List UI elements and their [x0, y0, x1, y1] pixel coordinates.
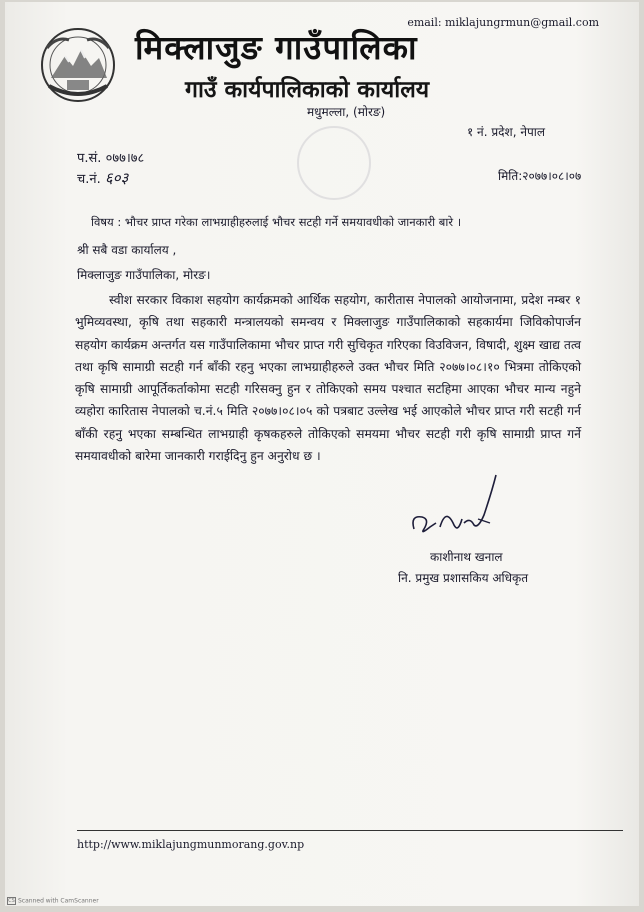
footer-divider: [77, 830, 623, 831]
patra-sankhya-row: [77, 148, 144, 166]
office-name-heading: गाउँ कार्यपालिकाको कार्यालय: [185, 77, 430, 103]
letter-body: [75, 289, 581, 467]
nepal-emblem-logo-icon: [37, 26, 119, 104]
signatory-name: काशीनाथ खनाल: [430, 550, 503, 564]
handwritten-signature-icon: [400, 467, 510, 547]
org-name-heading: मिक्लाजुङ गाउँपालिका: [135, 28, 418, 67]
office-address: मधुमल्ला, (मोरङ): [307, 105, 386, 119]
body-paragraph: स्वीश सरकार विकाश सहयोग कार्यक्रमको आर्थिक सहयोग, कारीतास नेपालको आयोजनामा, प्रदेश नम्बर १ भुमिव्यवस्था, कृषि तथा सहकारी मन्त्रालयको समन्वय र मिक्लाजुङ गाउँपालिकाको सहकार्यमा जिविकोपार्जन सहयोग कार्यक्रम अन्तर्गत यस गाउँपालिकामा भौचर प्राप्त गरी सुचिकृत गरिएका विउविजन, विषादी, शुक्ष्म खाद्य तत्व तथा कृषि सामाग्री सटही गर्न बाँकी रहनु भएका लाभग्राहीहरुले उक्त भौचर मिति २०७७।०८।१० भित्रमा तोकिएको कृषि सामाग्री आपूर्तिकर्ताकोमा सटही गरिसक्नु हुन र तोकिएको समय पश्चात सटहिमा आएका भौचर मान्य नहुने व्यहोरा कारितास नेपालको च.नं.५ मिति २०७७।०८।०५ को पत्रबाट उल्लेख भई आएकोले भौचर प्राप्त गरी सटही गर्न बाँकी रहनु भएका सम्बन्धित लाभग्राही कृषकहरुले तोकिएको समयमा भौचर सटही गरी कृषि सामाग्री प्राप्त गर्ने समयावधीको बारेमा जानकारी गराईदिनु हुन अनुरोध छ ।: [75, 293, 581, 464]
recipient-line-1: श्री सबै वडा कार्यालय ,: [77, 243, 177, 257]
signatory-title: नि. प्रमुख प्रशासकिय अधिकृत: [398, 571, 529, 585]
camscanner-watermark: [7, 897, 99, 905]
letter-page: [5, 2, 639, 906]
chalani-row: [77, 168, 128, 188]
camscanner-badge-icon: CS: [8, 898, 15, 904]
patra-sankhya-value: ०७७।७८: [105, 151, 145, 166]
letter-date: मिति:२०७७।०८।०७: [498, 169, 582, 183]
letter-subject: विषय : भौचर प्राप्त गरेका लाभग्राहीहरुलाई भौचर सटही गर्ने समयावधीको जानकारी बारे ।: [91, 215, 462, 229]
recipient-line-2: मिक्लाजुङ गाउँपालिका, मोरङ।: [77, 268, 211, 282]
chalani-label: च.नं.: [77, 172, 101, 187]
footer-website-link[interactable]: http://www.miklajungmunmorang.gov.np: [77, 838, 305, 851]
faint-stamp-mark: [297, 126, 371, 200]
chalani-value: ६०३: [104, 169, 129, 187]
email-address[interactable]: email: miklajungrmun@gmail.com: [407, 16, 599, 29]
province-label: १ नं. प्रदेश, नेपाल: [467, 125, 546, 139]
patra-sankhya-label: प.सं.: [77, 151, 102, 166]
camscanner-text: Scanned with CamScanner: [18, 897, 99, 905]
